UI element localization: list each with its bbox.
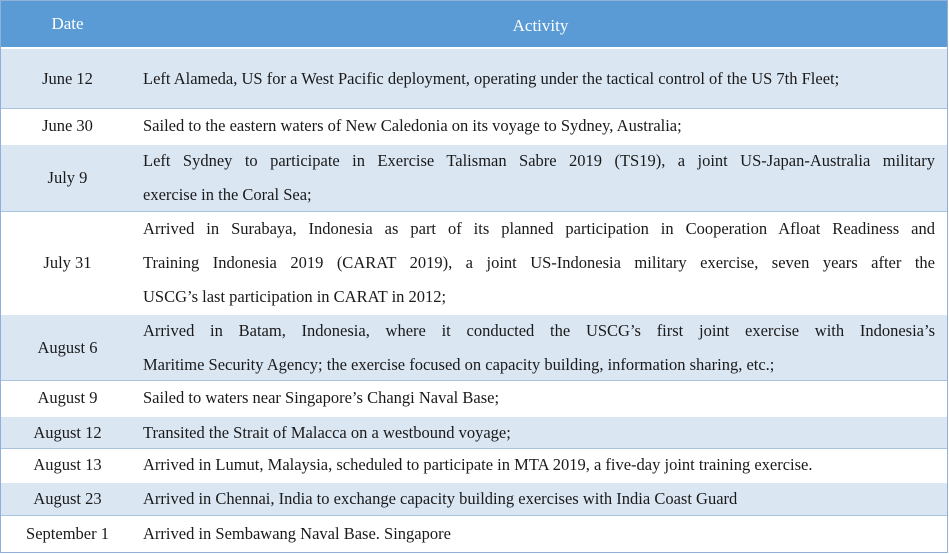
row-activity	[143, 145, 935, 211]
row-date: September 1	[26, 524, 109, 543]
row-date: August 6	[37, 337, 98, 357]
activity-line: Arrived in Sembawang Naval Base. Singapore	[143, 524, 451, 543]
table-row	[1, 380, 947, 415]
row-date: August 12	[33, 422, 102, 442]
table-row	[1, 481, 947, 515]
activity-line: Arrived in Lumut, Malaysia, scheduled to participate in MTA 2019, a five-day joint training exercise.	[143, 455, 813, 474]
row-date: August 23	[33, 489, 102, 508]
table-row	[1, 47, 947, 108]
activity-line: Arrived in Batam, Indonesia, where it conducted the USCG’s first joint exercise with Indonesia’s	[143, 320, 935, 340]
row-activity	[143, 109, 935, 143]
row-date: June 12	[42, 68, 93, 88]
row-activity	[143, 49, 935, 108]
table-row	[1, 313, 947, 380]
row-date: July 31	[43, 252, 92, 272]
activity-line: USCG’s last participation in CARAT in 2012;	[143, 286, 447, 306]
row-activity	[143, 449, 935, 481]
row-activity	[143, 381, 935, 415]
table-row	[1, 143, 947, 211]
table-header	[1, 1, 947, 47]
row-date: June 30	[42, 116, 93, 135]
header-activity: Activity	[512, 16, 569, 35]
row-activity	[143, 483, 935, 515]
activity-line: Maritime Security Agency; the exercise focused on capacity building, information sharing, etc.;	[143, 354, 775, 374]
activity-line: Sailed to waters near Singapore’s Changi Naval Base;	[143, 388, 500, 407]
activity-line: Arrived in Chennai, India to exchange capacity building exercises with India Coast Guard	[143, 489, 738, 508]
row-activity	[143, 516, 935, 552]
activity-line: Transited the Strait of Malacca on a westbound voyage;	[143, 422, 511, 442]
activity-line: Sailed to the eastern waters of New Caledonia on its voyage to Sydney, Australia;	[143, 116, 682, 135]
row-activity	[143, 212, 935, 313]
table-row	[1, 448, 947, 481]
table-row	[1, 211, 947, 313]
activity-line: Left Alameda, US for a West Pacific deployment, operating under the tactical control of the US 7th Fleet;	[143, 68, 840, 88]
table-row	[1, 415, 947, 448]
row-date: July 9	[47, 168, 88, 187]
row-date: August 13	[33, 455, 102, 474]
row-activity	[143, 315, 935, 380]
activity-line: Arrived in Surabaya, Indonesia as part of its planned participation in Cooperation Afloat Readiness and	[143, 218, 935, 238]
row-date: August 9	[37, 388, 98, 407]
row-activity	[143, 417, 935, 448]
activity-line: Training Indonesia 2019 (CARAT 2019), a joint US-Indonesia military exercise, seven years after the	[143, 252, 935, 272]
header-date: Date	[51, 14, 84, 33]
activity-line: Left Sydney to participate in Exercise Talisman Sabre 2019 (TS19), a joint US-Japan-Australia military	[143, 151, 935, 170]
activity-line: exercise in the Coral Sea;	[143, 185, 312, 204]
table-row	[1, 108, 947, 143]
table-row	[1, 515, 947, 552]
